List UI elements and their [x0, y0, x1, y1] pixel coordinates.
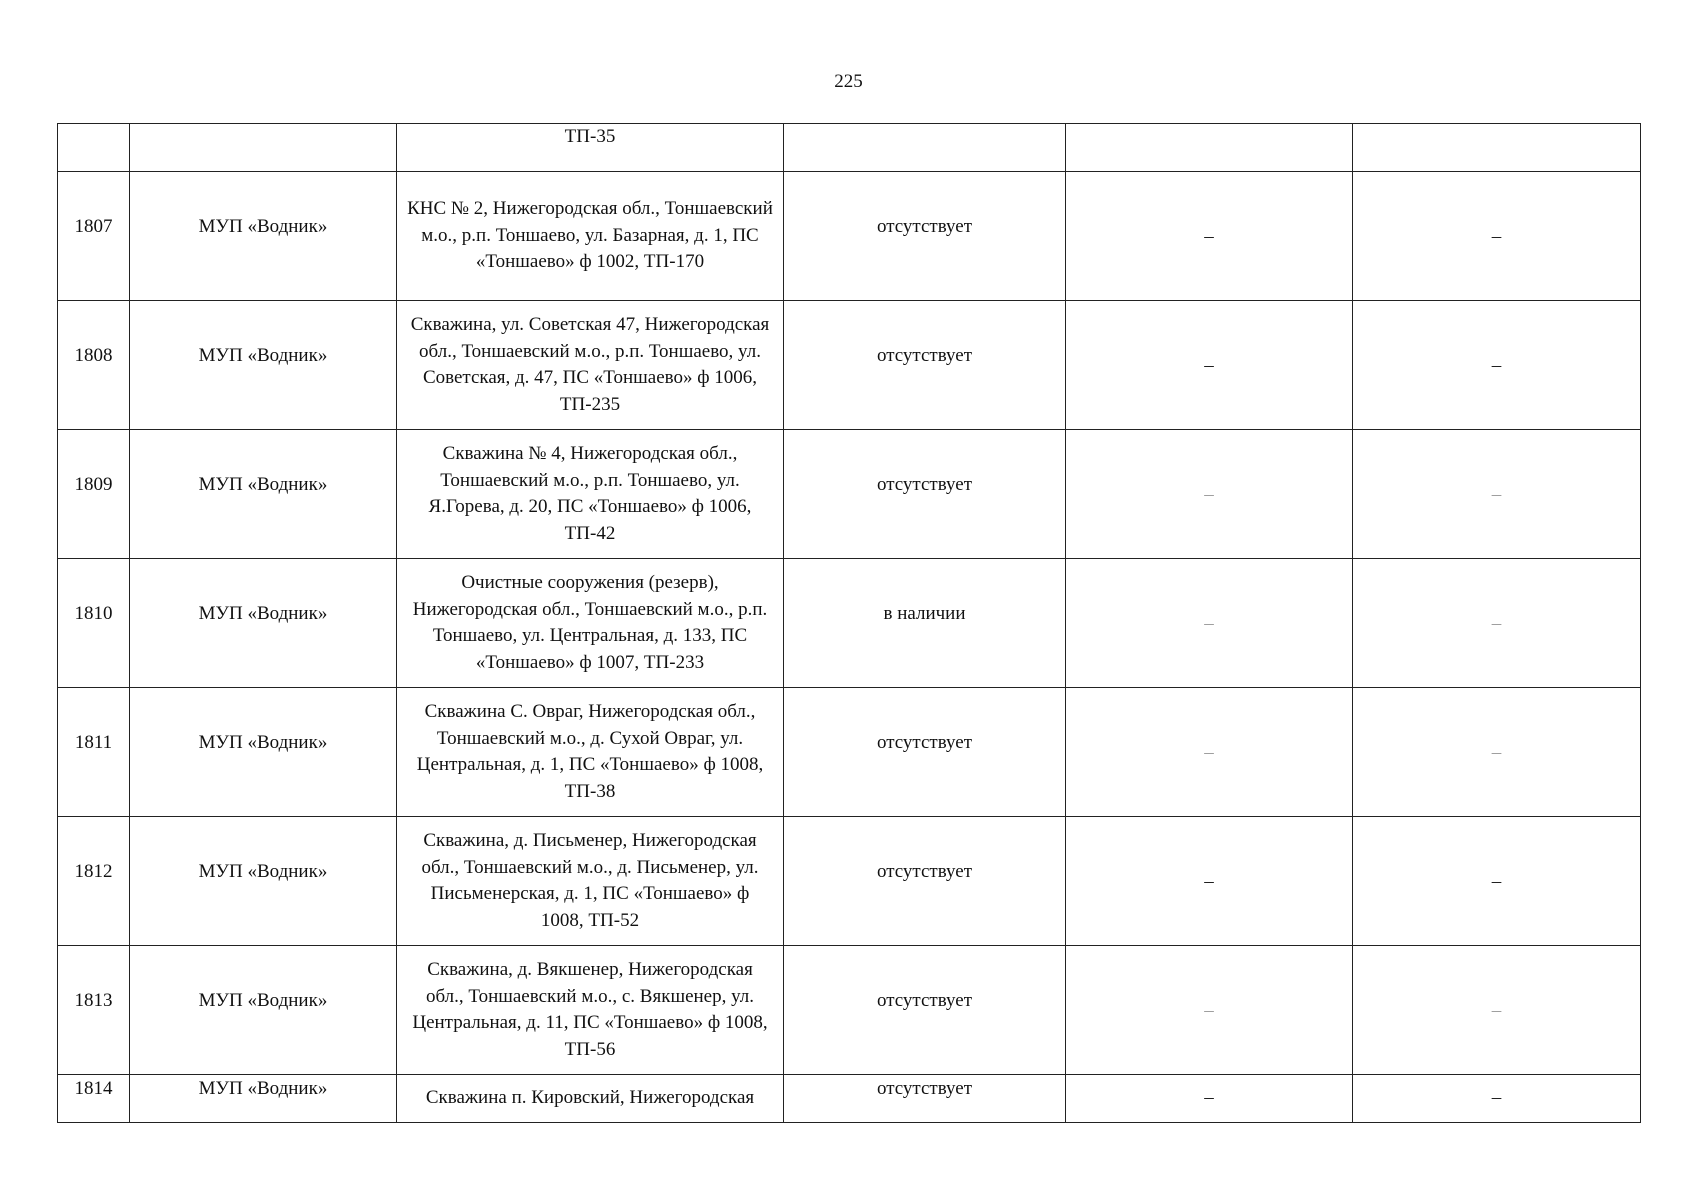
cell-col5: –	[1066, 559, 1353, 688]
cell-col5: –	[1066, 946, 1353, 1075]
cell-organization	[130, 124, 397, 172]
table-row-continuation	[58, 124, 1641, 172]
cell-organization: МУП «Водник»	[130, 559, 397, 688]
table-row-partial	[58, 1075, 1641, 1123]
table-row	[58, 430, 1641, 559]
cell-organization: МУП «Водник»	[130, 946, 397, 1075]
cell-col6: –	[1353, 301, 1641, 430]
cell-col5: –	[1066, 817, 1353, 946]
cell-organization: МУП «Водник»	[130, 301, 397, 430]
table-row	[58, 172, 1641, 301]
cell-organization: МУП «Водник»	[130, 688, 397, 817]
cell-col6	[1353, 124, 1641, 172]
table-row	[58, 946, 1641, 1075]
cell-number: 1812	[58, 817, 130, 946]
cell-meter: отсутствует	[784, 817, 1066, 946]
table-row	[58, 817, 1641, 946]
cell-organization: МУП «Водник»	[130, 430, 397, 559]
cell-address: Скважина, д. Вякшенер, Нижегородская обл., Тоншаевский м.о., с. Вякшенер, ул. Центральная, д. 11, ПС «Тоншаево» ф 1008, ТП-56	[397, 946, 784, 1075]
cell-number: 1807	[58, 172, 130, 301]
cell-col6: –	[1353, 172, 1641, 301]
facilities-table	[57, 123, 1641, 1123]
cell-col6: –	[1353, 688, 1641, 817]
cell-meter	[784, 124, 1066, 172]
cell-organization: МУП «Водник»	[130, 817, 397, 946]
cell-meter: отсутствует	[784, 172, 1066, 301]
table-row	[58, 301, 1641, 430]
cell-address: ТП-35	[397, 124, 784, 172]
cell-col6: –	[1353, 817, 1641, 946]
cell-address: Очистные сооружения (резерв), Нижегородская обл., Тоншаевский м.о., р.п. Тоншаево, ул. Центральная, д. 133, ПС «Тоншаево» ф 1007, ТП-233	[397, 559, 784, 688]
cell-col6: –	[1353, 559, 1641, 688]
cell-col5	[1066, 124, 1353, 172]
cell-col5: –	[1066, 430, 1353, 559]
cell-number: 1813	[58, 946, 130, 1075]
cell-col5: –	[1066, 172, 1353, 301]
cell-meter: отсутствует	[784, 1075, 1066, 1123]
cell-number: 1810	[58, 559, 130, 688]
cell-col5: –	[1066, 1075, 1353, 1123]
cell-address: Скважина С. Овраг, Нижегородская обл., Тоншаевский м.о., д. Сухой Овраг, ул. Центральная, д. 1, ПС «Тоншаево» ф 1008, ТП-38	[397, 688, 784, 817]
cell-meter: отсутствует	[784, 430, 1066, 559]
table-row	[58, 688, 1641, 817]
cell-number: 1808	[58, 301, 130, 430]
cell-address: Скважина, ул. Советская 47, Нижегородская обл., Тоншаевский м.о., р.п. Тоншаево, ул. Советская, д. 47, ПС «Тоншаево» ф 1006, ТП-235	[397, 301, 784, 430]
cell-col6: –	[1353, 430, 1641, 559]
cell-col6: –	[1353, 1075, 1641, 1123]
cell-col5: –	[1066, 688, 1353, 817]
cell-number: 1814	[58, 1075, 130, 1123]
cell-number	[58, 124, 130, 172]
cell-col5: –	[1066, 301, 1353, 430]
page-number: 225	[834, 71, 863, 92]
cell-meter: отсутствует	[784, 301, 1066, 430]
cell-col6: –	[1353, 946, 1641, 1075]
cell-address: Скважина п. Кировский, Нижегородская	[397, 1075, 784, 1123]
cell-number: 1809	[58, 430, 130, 559]
cell-address: Скважина № 4, Нижегородская обл., Тоншаевский м.о., р.п. Тоншаево, ул. Я.Горева, д. 20, ПС «Тоншаево» ф 1006, ТП-42	[397, 430, 784, 559]
cell-meter: отсутствует	[784, 688, 1066, 817]
cell-organization: МУП «Водник»	[130, 172, 397, 301]
cell-address: КНС № 2, Нижегородская обл., Тоншаевский м.о., р.п. Тоншаево, ул. Базарная, д. 1, ПС «Тоншаево» ф 1002, ТП-170	[397, 172, 784, 301]
cell-organization: МУП «Водник»	[130, 1075, 397, 1123]
cell-number: 1811	[58, 688, 130, 817]
cell-meter: в наличии	[784, 559, 1066, 688]
cell-meter: отсутствует	[784, 946, 1066, 1075]
cell-address: Скважина, д. Письменер, Нижегородская обл., Тоншаевский м.о., д. Письменер, ул. Письменерская, д. 1, ПС «Тоншаево» ф 1008, ТП-52	[397, 817, 784, 946]
table-row	[58, 559, 1641, 688]
